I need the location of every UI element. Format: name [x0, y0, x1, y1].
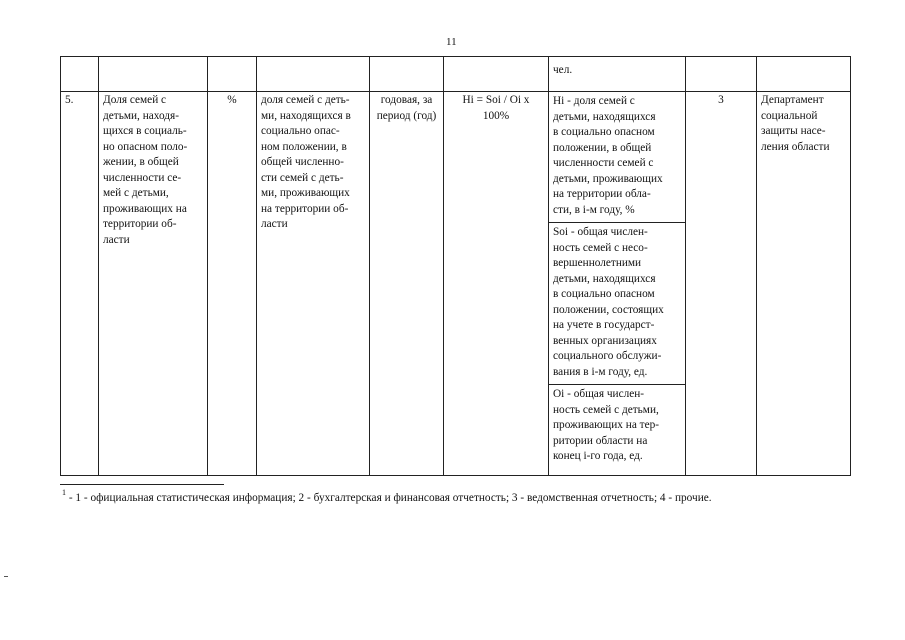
variable-hi: Hi - доля семей с детьми, находящихся в социально опасном положении, в общей численности семей с детьми, проживающих на территории обла- сти, в i-м году, %: [549, 92, 685, 223]
cell-periodicity: годовая, за период (год): [370, 92, 444, 476]
margin-mark: [4, 576, 8, 577]
table-row-continued: [61, 57, 851, 92]
cell-variables: [549, 92, 686, 476]
footnote-divider: [60, 484, 224, 485]
cell-empty: [99, 57, 208, 92]
cell-empty: [686, 57, 757, 92]
cell-empty: [208, 57, 257, 92]
table-row-indicator-5: [61, 92, 851, 476]
cell-empty: [444, 57, 549, 92]
footnote-marker: 1: [62, 488, 66, 497]
cell-responsible: Департамент социальной защиты насе- ления области: [757, 92, 851, 476]
cell-indicator-name: Доля семей с детьми, находя- щихся в социаль- но опасном поло- жении, в общей численности се- мей с детьми, проживающих на территории об- ласти: [99, 92, 208, 476]
cell-number: 5.: [61, 92, 99, 476]
cell-empty: [370, 57, 444, 92]
cell-definition: доля семей с деть- ми, находящихся в социально опас- ном положении, в общей численно- сти семей с деть- ми, проживающих на территории об- ласти: [257, 92, 370, 476]
variable-soi: Soi - общая числен- ность семей с несо- вершеннолетними детьми, находящихся в социально опасном положении, состоящих на учете в государст- венных организациях социального обслужи- вания в i-м году, ед.: [549, 223, 685, 385]
indicator-table: [60, 56, 851, 476]
cell-source-code: 3: [686, 92, 757, 476]
cell-formula: Hi = Soi / Oi x 100%: [444, 92, 549, 476]
page-number: 11: [446, 36, 457, 48]
cell-empty: [257, 57, 370, 92]
cell-unit: %: [208, 92, 257, 476]
cell-empty: [61, 57, 99, 92]
cell-variable-unit: чел.: [549, 57, 686, 92]
variable-oi: Oi - общая числен- ность семей с детьми, проживающих на тер- ритории области на конец i-го года, ед.: [553, 388, 660, 462]
footnote: [62, 486, 862, 506]
footnote-text: - 1 - официальная статистическая информация; 2 - бухгалтерская и финансовая отчетность; 3 - ведомственная отчетность; 4 - прочие.: [66, 491, 712, 504]
cell-empty: [757, 57, 851, 92]
